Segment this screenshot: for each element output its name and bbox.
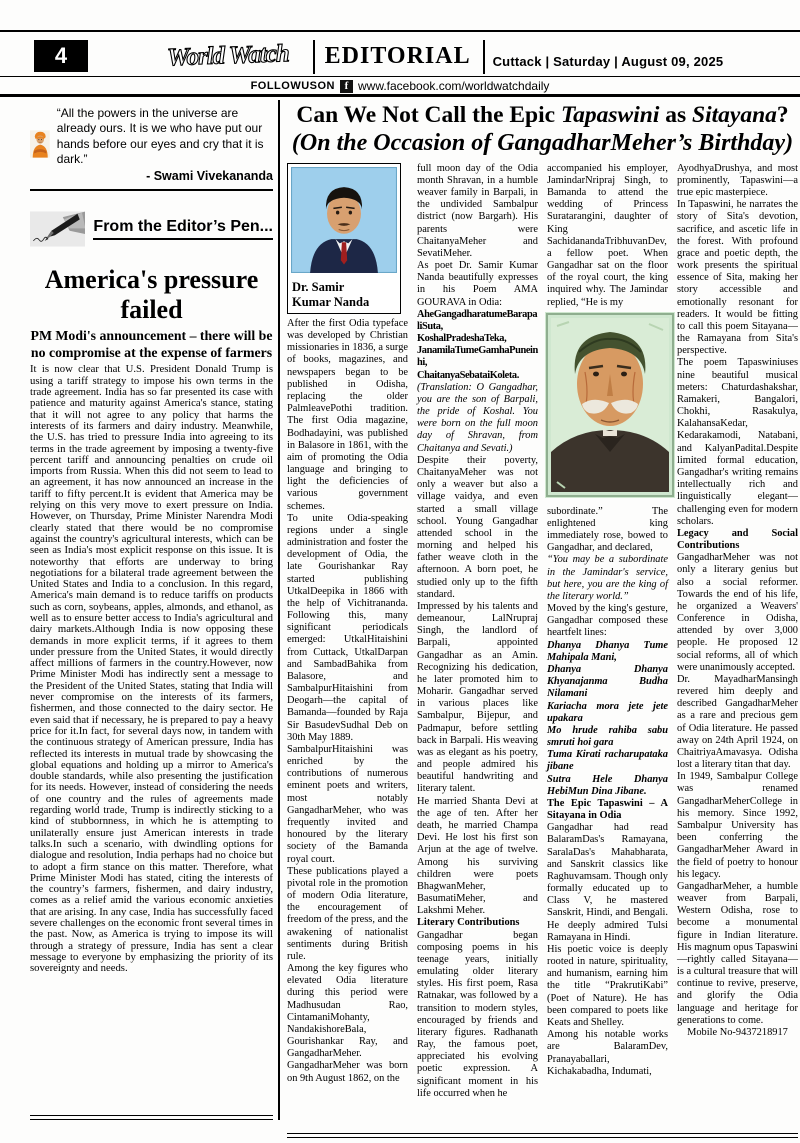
paragraph: In 1949, Sambalpur College was renamed GangadharMeherCollege in his memory. Since 1992, Sambalpur University has been conferring the GangadharMeher Award in the field of poetry to honour his legacy. <box>677 771 798 880</box>
paragraph: Mo hrude rahiba sabu smruti hoi gara <box>547 724 668 749</box>
author-photo <box>291 167 397 273</box>
paragraph: Sutra Hele Dhanya HebiMun Dina Jibane. <box>547 773 668 797</box>
facebook-icon: f <box>340 80 353 93</box>
paragraph: Legacy and Social Contributions <box>677 527 798 552</box>
paragraph: AheGangadharatumeBarapaliSuta, <box>417 308 538 332</box>
masthead-divider <box>313 40 315 74</box>
paragraph: Impressed by his talents and demeanour, LalNrupraj Singh, the landlord of Barpali, appointed Gangadhar as an Amin. Recognizing his dedication, he later promoted him to Moharir. Gangadhar served in various places like Sambalpur, Bijepur, and Padmapur, before settling back in Barpali. His weaving was as elegant as his poetry, and people admired his beautiful handwriting and literary talent. <box>417 600 538 795</box>
paragraph: The Epic Tapaswini – A Sitayana in Odia <box>547 797 668 822</box>
paragraph: To unite Odia-speaking regions under a single administration and foster the development of Odia, the late Gourishankar Ray started publishing UtkalDeepika in 1866 with the help of Vichitrananda. Following this, many significant periodicals emerged: UtkalHitaishini from Cuttack, UtkalDarpan and SambadBahika from Balasore, and SambalpurHitaishini from Deogarh—the capital of Bamanda—founded by Raja Sir BasudevSudhal Deb on 30th May 1889. <box>287 512 408 743</box>
quote-text: “All the powers in the universe are already ours. It is we who have put our hands before our eyes and cry that it is dark.” <box>56 106 264 167</box>
svg-text:World Watch: World Watch <box>166 40 289 72</box>
worldwatch-logo <box>165 34 305 74</box>
paragraph: full moon day of the Odia month Shravan, in a humble weaver family in Barpali, in the undivided Sambalpur district (now Bargarh). His parents were ChaitanyaMeher and SevatiMeher. <box>417 162 538 259</box>
headline-segment: as <box>659 102 693 128</box>
paragraph: GangadharMeher was not only a literary genius but also a social reformer. Towards the end of his life, he organized a Weavers' Conference in Odisha, attended by over 3,000 people. He proposed 12 social reforms, all of which were unanimously accepted. <box>677 552 798 673</box>
column-1-text <box>287 318 408 1085</box>
bottom-rule-main <box>287 1133 798 1138</box>
paragraph: KoshalPradeshaTeka, <box>417 333 507 345</box>
paragraph: subordinate.” The enlightened king immediately rose, bowed to Gangadhar, and declared, <box>547 505 668 554</box>
paragraph: “You may be a subordinate in the Jamindar's service, but here, you are the king of the literary world.” <box>547 554 668 602</box>
author-caption-line1: Dr. Samir <box>292 279 345 294</box>
dateline: Cuttack | Saturday | August 09, 2025 <box>492 54 724 69</box>
paragraph: He married Shanta Devi at the age of ten. After her death, he married Champa Devi. He lost his first son Arjun at the age of twelve. Among his surviving children were poets BhagwanMeher, BasumatiMeher, and Lakshmi Meher. <box>417 795 538 917</box>
swami-vivekananda-image <box>30 104 50 184</box>
paragraph: Moved by the king's gesture, Gangadhar composed these heartfelt lines: <box>547 603 668 639</box>
quote-box <box>30 100 273 191</box>
page-number: 4 <box>34 40 88 72</box>
editors-pen-kicker: From the Editor’s Pen... <box>93 218 273 240</box>
page-content <box>0 100 800 1138</box>
article-column-4 <box>677 163 798 1129</box>
column-2-text <box>417 163 538 1100</box>
editorial-headline: America's pressure failed <box>44 265 259 324</box>
main-article <box>280 100 798 1138</box>
paragraph: Literary Contributions <box>417 917 520 929</box>
masthead <box>88 32 800 76</box>
headline-segment: Sitayana <box>692 102 777 128</box>
paragraph: Mobile No-9437218917 <box>687 1026 788 1038</box>
article-column-3 <box>547 163 668 1129</box>
paragraph: ChaitanyaSebataiKoleta. <box>417 369 519 381</box>
gangadhar-meher-portrait-image <box>545 312 675 498</box>
masthead-divider <box>483 40 485 74</box>
editorial-column <box>30 100 280 1120</box>
paragraph: JanamilaTumeGamhaPuneinhi, <box>417 345 538 369</box>
paragraph: His poetic voice is deeply rooted in nature, spirituality, and humanism, earning him the title “PrakrutiKabi” (Poet of Nature). He has been compared to poets like Keats and Shelley. <box>547 943 668 1028</box>
follow-us-label: FOLLOWUSON <box>250 80 335 92</box>
section-title: EDITORIAL <box>324 43 471 69</box>
main-headline <box>287 102 798 128</box>
paragraph: accompanied his employer, JamindarNripraj Singh, to Bamanda to attend the wedding of Princess Suratarangini, daughter of King SachidanandaTribhuvanDev, a fellow poet. When Gangadhar sat on the floor of the royal court, the king inquired why. The Jamindar replied, “He is my <box>547 162 668 308</box>
paragraph: Tuma Kirati racharupataka jibane <box>547 749 668 773</box>
facebook-url-link[interactable]: www.facebook.com/worldwatchdaily <box>358 79 550 93</box>
gangadhar-meher-portrait <box>545 312 678 503</box>
paragraph: Among his notable works are BalaramDev, Pranayaballari, Kichakabadha, Indumati, <box>547 1029 668 1077</box>
paragraph: The poem Tapaswiniuses nine beautiful musical meters: Chaturdashakshar, Ramakeri, Bangalori, Chokhi, Rasakulya, KalahansaKedar, Kedarakamodi, Natabani, and KalyanPadital.Despite limited formal education, Gangadhar's writing remains intellectually rich and linguistically elegant—challenging even for modern scholars. <box>677 357 798 527</box>
editorial-body <box>30 364 273 974</box>
header-rule <box>0 76 800 77</box>
headline-segment: ? <box>776 102 789 128</box>
bottom-rule-left <box>30 1115 273 1120</box>
main-subheadline: (On the Occasion of GangadharMeher’s Birthday) <box>291 130 794 157</box>
author-photo-card <box>287 163 401 314</box>
paragraph: Kariacha mora jete jete upakara <box>547 700 668 724</box>
column-3-text-bottom <box>547 506 668 1078</box>
masthead-bar <box>0 32 800 76</box>
paragraph: GangadharMeher, a humble weaver from Barpali, Western Odisha, rose to become a monumental figure in Indian literature. His magnum opus Tapaswini—rightly called Sitayana—is a cultural treasure that will continue to revive, preserve, and glorify the Odia language and heritage for generations to come. <box>677 880 798 1026</box>
editorial-subhead: PM Modi's announcement – there will be no compromise at the expense of farmers <box>30 328 273 361</box>
quote-attribution: - Swami Vivekananda <box>146 169 273 184</box>
paragraph: Among the key figures who elevated Odia literature during this period were Madhusudan Rao, CintamaniMohanty, NandakishoreBala, Gourishankar Ray, and GangadharMeher. <box>287 963 408 1060</box>
article-columns <box>287 163 798 1129</box>
paragraph: Gangadhar had read BalaramDas's Ramayana, SaralaDas's Mahabharata, and Sanskrit classics like Raghuvamsam. Though only formally educated up to Class V, he mastered Sanskrit, Hindi, and Bengali. He deeply admired Tulsi Ramayana in Hindi. <box>547 822 668 943</box>
paragraph: Dhanya Dhanya Khyanajanma Budha Nilamani <box>547 664 668 700</box>
column-3-text-top <box>547 163 668 309</box>
paragraph: Dr. MayadharMansingh revered him deeply and described GangadharMeher as a rare and precious gem of Odia literature. He passed away on 24th April 1924, on ChaitriyaAmavasya. Odisha lost a literary titan that day. <box>677 673 798 771</box>
paragraph: (Translation: O Gangadhar, you are the son of Barpali, the pride of Koshal. You were born on the full moon day of Shravan, from Chaitanya and Sevati.) <box>417 381 538 454</box>
article-column-2 <box>417 163 538 1129</box>
author-photo-caption <box>291 278 397 312</box>
column-4-text <box>677 163 798 1039</box>
paragraph: It is now clear that U.S. President Donald Trump is using a tariff strategy to impose his own terms in the trade agreement. India has so far presented its case with patience and maturity against America's stance, stating that it will not agree to any policy that harms the interests of its farmers and dairy industry. Meanwhile, the U.S. has tried to pressure India into agreeing to its terms in the trade agreement by imposing a twenty-five percent tariff and announcing penalties on crude oil imports from Russia. When this did not seem to lead to an agreement, it has now announced an increase in the tariff to fifty percent.It is evident that America may be relying on this very move to exert pressure on India. However, on Thursday, Prime Minister Narendra Modi clearly stated that there would be no compromise against the country's agricultural interests, which can be seen as India's most explicit response on this issue. It is noteworthy that efforts are underway to bring negotiations for a bilateral trade agreement between the United States and India to a conclusion. In this regard, America's main demand is to reduce tariffs on products such as corn, soybeans, apples, almonds, and ethanol, as well as to ensure better access to India's agricultural and dairy markets.Although India is now opposing these demands in more explicit terms, if it agrees to them under pressure from the United States, it would directly affect millions of farmers in the country.However, now Prime Minister Modi has indirectly sent a message to the President of the United States, stating that India will never compromise on the interests of its farmers, fishermen, and those connected to the dairy sector. He even said that if necessary, he is prepared to pay a heavy price for it.In fact, for several days now, in tandem with the continuous strategy of American pressure, India has reflected its interests in mutual trade by showcasing the global equations and holding up a mirror to America's double standards, while also presenting the justification for its needs. However, instead of considering the needs of one country and the rules of agreements made regarding world trade, Trump is indirectly sticking to a kind of stubbornness, in which he is attempting to unilaterally ensure just American interests in trade talks.In such a scenario, with dwindling options for dialogue and resolution, India perhaps had no choice but to adopt a firm stance on this matter. Therefore, what Prime Minister Modi has stated, citing the interests of the country’s farmers, fishermen, and dairy industry, comes as a relief amid the various economic anxieties that are arising. In any case, India has successfully faced severe challenges on the economic front several times in the past. Now, as America is trying to impose its will through a strategy of pressure, India has sent a clear message to everyone by emphasizing the priority of its sovereignty and needs. <box>30 363 273 975</box>
paragraph: In Tapaswini, he narrates the story of Sita's devotion, sacrifice, and ascetic life in the forest. With profound grace and poetic depth, the work presents the spiritual essence of Sita, making her story accessible and emotionally resonant for readers. It would be fitting to call this poem Sitayana—the Ramayana from Sita's perspective. <box>677 199 798 357</box>
editors-pen-header <box>30 198 273 260</box>
headline-segment: Tapaswini <box>560 102 660 128</box>
paragraph: As poet Dr. Samir Kumar Nanda beautifully expresses in his Poem AMA GOURAVA in Odia: <box>417 260 538 308</box>
editors-pen-image <box>30 198 85 260</box>
author-caption-line2: Kumar Nanda <box>292 295 370 310</box>
follow-us-bar <box>0 78 800 97</box>
article-column-1 <box>287 163 408 1129</box>
paragraph: GangadharMeher was born on 9th August 1862, on the <box>287 1060 408 1084</box>
paragraph: These publications played a pivotal role in the promotion of modern Odia literature, the encouragement of freedom of the press, and the awakening of nationalist sentiments during British rule. <box>287 865 408 962</box>
paragraph: AyodhyaDrushya, and most prominently, Tapaswini—a true epic masterpiece. <box>677 162 798 199</box>
paragraph: Gangadhar began composing poems in his teenage years, initially emulating older literary styles. His first poem, Rasa Ratnakar, was followed by a transition to modern styles, encouraged by friends and literary figures. Radhanath Ray, the famous poet, appreciated his evolving poetic expression. A significant moment in his life occurred when he <box>417 929 538 1099</box>
paragraph: SambalpurHitaishini was enriched by the contributions of numerous eminent poets and writers, most notably GangadharMeher, who was frequently invited and honoured by the literary society of the Bamanda royal court. <box>287 743 408 865</box>
paragraph: Dhanya Dhanya Tume Mahipala Mani, <box>547 639 668 663</box>
paragraph: After the first Odia typeface was developed by Christian missionaries in 1836, a surge of books, magazines, and newspapers began to be published in Odisha, replacing the older PalmleavePothi tradition. The first Odia magazine, Bodhadayini, was published in Balasore in 1861, with the aim of promoting the Odia language and bringing to light the deficiencies of various government schemes. <box>287 317 408 512</box>
headline-segment: Can We Not Call the Epic <box>296 102 561 128</box>
paragraph: Despite their poverty, ChaitanyaMeher was not only a weaver but also a village vaidya, and even started a small village school. Young Gangadhar attended school in the morning and helped his father weave cloth in the afternoon. A born poet, he studied only up to the fifth standard. <box>417 454 538 600</box>
worldwatch-logo-image <box>165 34 305 74</box>
